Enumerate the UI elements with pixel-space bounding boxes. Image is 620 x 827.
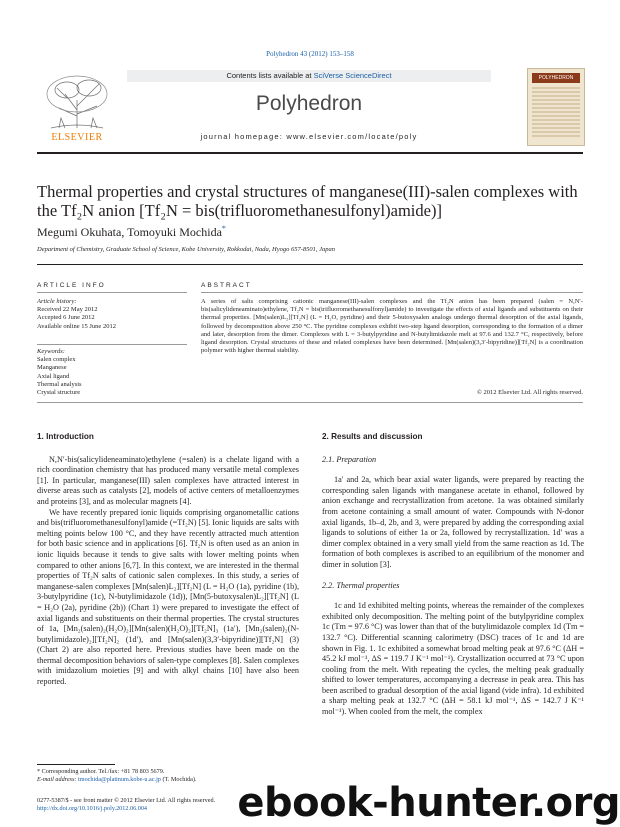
journal-header [127,70,491,148]
article-history [37,298,187,331]
article-info-divider [37,292,187,293]
email-note: E-mail address: tmochida@platinum.kobe-u.ac.jp (T. Mochida). [37,776,197,783]
thermal-paragraph: 1c and 1d exhibited melting points, whereas the remainder of the complexes exhibited only decomposition. The melting point of the butylpyridine complex 1c (Tm = 97.6 °C) was lower than that of the butylimidazole complex 1d (Tm = 132.7 °C). Differential scanning calorimetry (DSC) traces of 1c and 1d are shown in Fig. 1. 1c exhibited a somewhat broad melting peak at 97.6 °C (ΔH = 45.2 kJ mol⁻¹, ΔS = 119.7 J K⁻¹ mol⁻¹). Crystallization occurred at 73 °C upon cooling from the melt. With repeating the cycles, the melting peak gradually shifted to lower temperatures, accompanying a decrease in peak area. This has been ascribed to gradual desorption of the axial ligand (vide infra). 1d exhibited a sharp melting peak at 132.7 °C (ΔH = 58.1 kJ mol⁻¹, ΔS = 142.7 J K⁻¹ mol⁻¹). When cooled from the melt, the complex [322,601,584,717]
abstract-bottom-divider [37,402,583,403]
article-title: Thermal properties and crystal structures of manganese(III)-salen complexes with the Tf₂N anion [Tf₂N = bis(trifluoromethanesulfonyl)amide)] [37,182,578,220]
article-info-heading: ARTICLE INFO [37,282,106,289]
header-divider [37,152,583,154]
preparation-heading: 2.1. Preparation [322,454,377,464]
author-affiliation: Department of Chemistry, Graduate School of Science, Kobe University, Rokkodai, Nada, Hyogo 657-8501, Japan [37,246,336,253]
issn-line: 0277-5387/$ - see front matter © 2012 Elsevier Ltd. All rights reserved. [37,797,216,804]
watermark: ebook-hunter.org [237,780,620,826]
doi-link[interactable]: http://dx.doi.org/10.1016/j.poly.2012.06.004 [37,805,148,812]
corresponding-author-mark[interactable]: * [221,224,226,233]
intro-paragraph: N,N′-bis(salicylideneaminato)ethylene (=salen) is a chelate ligand with a rich coordination chemistry that has produced many versatile metal complexes [1]. In particular, manganese(III) salen complexes have attracted interest in diverse areas such as catalysts [2], models of active centers of metalloenzymes and proteins [3], and as molecular magnets [4]. [37,454,299,506]
keyword: Manganese [37,364,67,372]
keywords-list [37,348,187,397]
abstract-text: A series of salts comprising cationic manganese(III)-salen complexes and the Tf₂N anion has been prepared (salen = N,N′-bis(salicylideneaminato)ethylene, Tf₂N = bis(trifluoromethanesulfonyl)amide) to investigate the effects of axial ligands and substituents on their thermal properties. [Mn(salen)L₂][Tf₂N] (L = H₂O, pyridine) and their 5-butoxysalen analogs undergo thermal desorption of the axial ligands, followed by decomposition above 250 °C. The pyridine complexes exhibit two-step ligand desorption, corresponding to the formation of a dimer and later, desorption from the dimer. Complexes with L = 3-butylpyridine and N-butylimidazole melt at 97.6 and 132.7 °C, respectively, before ligand desorption. Crystal structures of these and related complexes have been determined. [Mn(salen)(3,3′-bipyridine)][Tf₂N] is a coordination polymer with higher thermal stability. [201,298,583,355]
contents-availability: Contents lists available at SciVerse ScienceDirect [127,70,491,82]
journal-cover-image [527,68,585,146]
abstract-heading: ABSTRACT [201,282,252,289]
corresponding-author-note: * Corresponding author. Tel./fax: +81 78 803 5679. [37,768,165,775]
right-column [322,432,584,718]
author-email-link[interactable]: tmochida@platinum.kobe-u.ac.jp [78,776,161,783]
elsevier-wordmark: ELSEVIER [51,132,103,143]
elsevier-tree-icon [37,70,117,144]
results-heading: 2. Results and discussion [322,432,423,441]
preparation-paragraph: 1a′ and 2a, which bear axial water ligands, were prepared by reacting the corresponding salen ligands with manganese acetate in ethanol, followed by anion exchange and recrystallization from acetone. 1a was obtained similarly from acetone containing a small amount of water. Compounds with N-donor axial ligands, 1b–d, 2b, and 3, were prepared by adding the corresponding axial ligands to solutions of either 1a or 2a, followed by recrystallization. 1d′ was a dimer complex obtained in a very small yield from the same reaction as 1d. The formation of both complexes is ascribed to an equilibrium of the monomer and dimer in solution [3]. [322,475,584,569]
keyword: Axial ligand [37,372,70,380]
affiliation-divider [37,264,583,265]
cover-graphic [532,87,580,139]
keyword: Salen complex [37,356,76,364]
keywords-label: Keywords: [37,348,65,355]
left-column [37,432,299,688]
history-accepted: Accepted 6 June 2012 [37,314,95,322]
abstract-divider [201,292,583,293]
keyword: Thermal analysis [37,380,82,388]
journal-name: Polyhedron [255,92,363,115]
article-authors: Megumi Okuhata, Tomoyuki Mochida* [37,224,226,239]
cover-title: POLYHEDRON [532,73,580,83]
introduction-heading: 1. Introduction [37,432,94,441]
keyword: Crystal structure [37,389,81,397]
journal-homepage[interactable]: journal homepage: www.elsevier.com/locate/poly [200,132,418,141]
history-received: Received 22 May 2012 [37,306,98,314]
keywords-divider [37,344,187,345]
footnote-divider [37,764,115,765]
intro-paragraph: We have recently prepared ionic liquids comprising organometallic cations and bis(trifluoromethanesulfonyl)amide (=Tf₂N) [5]. Ionic liquids are salts with melting points below 100 °C, and they have recently attracted much attention for both basic science and in applications [6]. Tf₂N is often used as an anion in ionic liquids because it tends to give salts with lower melting points when compared to other anions [6,7]. In this context, we are interested in the thermal properties of Tf₂N salts of cationic salen complexes. In this study, a series of manganese-salen complexes [Mn(salen)L₂][Tf₂N] (L = H₂O (1a), pyridine (1b), 3-butylpyridine (1c), N-butylimidazole (1d)), [Mn(5-butoxysalen)L₂][Tf₂N] (L = H₂O (2a), pyridine (2b)) (Chart 1) were prepared to investigate the effect of axial ligands and substituents on their thermal properties. The crystal structures of 1a, [Mn₂(salen)₂(H₂O)₂][Mn(salen)(H₂O)₂][Tf₂N]₃ (1a′), [Mn₂(salen)₂(N-butylimidazole)₂][Tf₂N]₂ (1d′), and [Mn(salen)(3,3′-bipyridine)][Tf₂N] (3) (Chart 2) are also reported here. Previous studies have been made on the thermal decomposition behaviors of salen-type complexes [8]. Salen complexes with imidazolium moieties [9] and with alkyl chains [10] have also been reported. [37,507,299,687]
elsevier-logo [37,70,117,144]
history-label: Article history: [37,298,77,305]
history-online: Available online 15 June 2012 [37,322,116,330]
copyright-notice: © 2012 Elsevier Ltd. All rights reserved. [476,389,583,396]
sciencedirect-link[interactable]: SciVerse ScienceDirect [313,71,392,80]
thermal-heading: 2.2. Thermal properties [322,580,400,590]
journal-citation[interactable]: Polyhedron 43 (2012) 153–158 [266,50,354,58]
